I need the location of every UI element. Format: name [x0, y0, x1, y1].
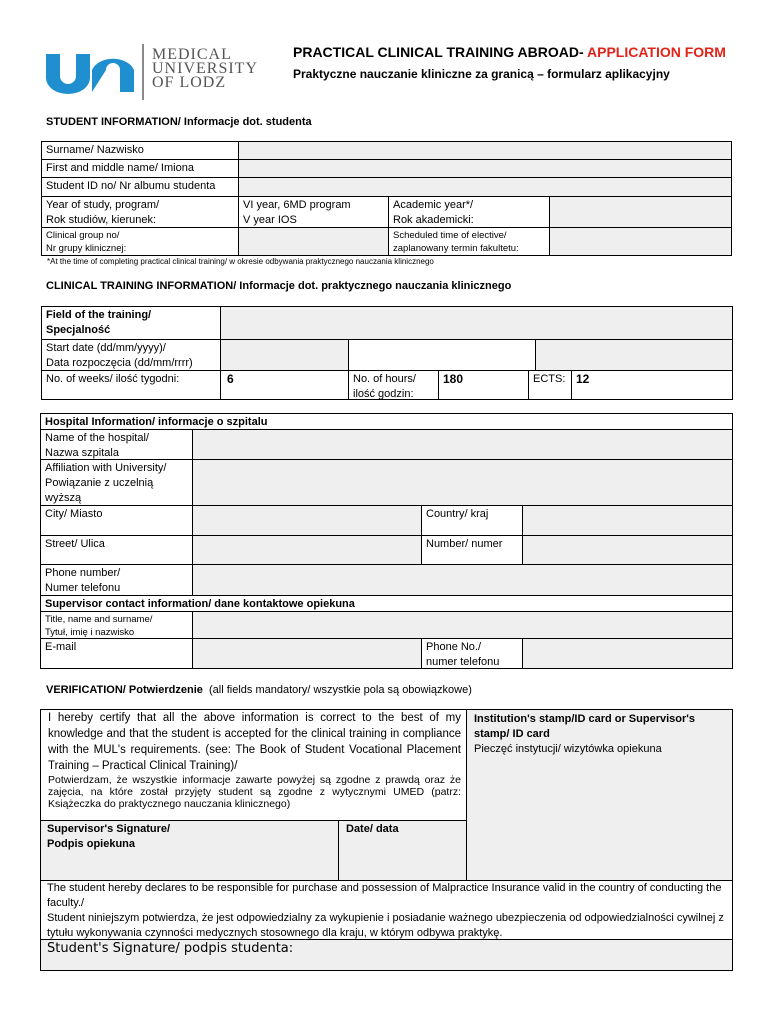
student-signature-field[interactable]: Student's Signature/ podpis studenta:	[40, 939, 733, 971]
insurance-declaration: The student hereby declares to be responsible for purchase and possession of Malpractice Insurance valid in the country of conducting the faculty./ Student niniejszym potwierdza, że jest odpowiedzialny za wykupienie i posiadanie ważnego ubezpieczenia od odpowiedzialności cywilnej z tytułu wykonywania czynności medycznych stosownego dla kraju, w którym odbywa praktykę.	[40, 880, 733, 940]
supervisor-name-field[interactable]	[192, 611, 733, 639]
supervisor-phone-field[interactable]	[522, 638, 733, 669]
footnote: *At the time of completing practical clinical training/ w okresie odbywania praktycznego nauczania klinicznego	[47, 257, 434, 266]
supervisor-name-label: Title, name and surname/ Tytuł, imię i nazwisko	[40, 611, 193, 639]
hours-value[interactable]: 180	[438, 370, 529, 400]
surname-field[interactable]	[238, 141, 732, 160]
start-date-label: Start date (dd/mm/yyyy)/ Data rozpoczęcia (dd/mm/rrrr)	[41, 339, 221, 371]
email-label: E-mail	[40, 638, 193, 669]
form-title: PRACTICAL CLINICAL TRAINING ABROAD- APPLICATION FORM	[293, 44, 726, 60]
number-field[interactable]	[522, 535, 733, 565]
field-of-training-label: Field of the training/ Specjalność	[41, 306, 221, 340]
hospital-phone-label: Phone number/ Numer telefonu	[40, 564, 193, 596]
city-label: City/ Miasto	[40, 505, 193, 536]
stamp-area[interactable]: Institution's stamp/ID card or Supervisor's stamp/ ID card Pieczęć instytucji/ wizytówka opiekuna	[466, 709, 733, 881]
training-section-heading: CLINICAL TRAINING INFORMATION/ Informacje dot. praktycznego nauczania klinicznego	[46, 280, 512, 292]
affiliation-label: Affiliation with University/ Powiązanie z uczelnią wyższą	[40, 459, 193, 506]
start-date-field[interactable]	[220, 339, 349, 371]
hospital-name-label: Name of the hospital/ Nazwa szpitala	[40, 429, 193, 460]
certification-text: I hereby certify that all the above information is correct to the best of my knowledge and that the student is accepted for the clinical training in compliance with the MUL's requirements. (see: The Book of Student Vocational Placement Training – Practical Clinical Training)/ Potwierdzam, że wszystkie informacje zawarte powyżej są zgodne z prawdą oraz że zajęcia, na które został przyjęty student są zgodne z wytycznymi UMED (patrz: Książeczka do praktycznego nauczania klinicznego)	[40, 709, 467, 821]
country-field[interactable]	[522, 505, 733, 536]
weeks-value[interactable]: 6	[220, 370, 349, 400]
hours-label: No. of hours/ ilość godzin:	[348, 370, 439, 400]
student-section-heading: STUDENT INFORMATION/ Informacje dot. studenta	[46, 116, 312, 128]
student-id-field[interactable]	[238, 177, 732, 197]
supervisor-phone-label: Phone No./ numer telefonu	[421, 638, 523, 669]
form-subtitle: Praktyczne nauczanie kliniczne za granicą – formularz aplikacyjny	[293, 67, 670, 81]
year-of-study-label: Year of study, program/ Rok studiów, kierunek:	[41, 196, 239, 228]
university-logo-icon	[44, 50, 136, 94]
academic-year-field[interactable]	[549, 196, 732, 228]
number-label: Number/ numer	[421, 535, 523, 565]
field-of-training-field[interactable]	[220, 306, 733, 340]
city-field[interactable]	[192, 505, 422, 536]
university-name: MEDICAL UNIVERSITY OF LODZ	[152, 46, 258, 91]
hospital-name-field[interactable]	[192, 429, 733, 460]
surname-label: Surname/ Nazwisko	[41, 141, 239, 160]
year-of-study-value: VI year, 6MD program V year IOS	[238, 196, 389, 228]
end-date-label	[348, 339, 536, 371]
ects-value[interactable]: 12	[571, 370, 733, 400]
country-label: Country/ kraj	[421, 505, 523, 536]
hospital-phone-field[interactable]	[192, 564, 733, 596]
first-name-field[interactable]	[238, 159, 732, 178]
supervisor-signature-field[interactable]: Supervisor's Signature/ Podpis opiekuna	[40, 820, 339, 881]
date-field[interactable]: Date/ data	[338, 820, 467, 881]
email-field[interactable]	[192, 638, 422, 669]
clinical-group-label: Clinical group no/ Nr grupy klinicznej:	[41, 227, 239, 256]
street-label: Street/ Ulica	[40, 535, 193, 565]
ects-label: ECTS:	[528, 370, 572, 400]
first-name-label: First and middle name/ Imiona	[41, 159, 239, 178]
weeks-label: No. of weeks/ ilość tygodni:	[41, 370, 221, 400]
elective-time-field[interactable]	[549, 227, 732, 256]
elective-time-label: Scheduled time of elective/ zaplanowany termin fakultetu:	[388, 227, 550, 256]
clinical-group-field[interactable]	[238, 227, 389, 256]
affiliation-field[interactable]	[192, 459, 733, 506]
supervisor-section-heading: Supervisor contact information/ dane kontaktowe opiekuna	[40, 595, 733, 612]
hospital-section-heading: Hospital Information/ informacje o szpitalu	[40, 413, 733, 430]
student-id-label: Student ID no/ Nr albumu studenta	[41, 177, 239, 197]
street-field[interactable]	[192, 535, 422, 565]
verification-heading: VERIFICATION/ Potwierdzenie (all fields mandatory/ wszystkie pola są obowiązkowe)	[46, 684, 472, 696]
logo-separator	[142, 44, 144, 100]
end-date-field[interactable]	[535, 339, 733, 371]
academic-year-label: Academic year*/ Rok akademicki:	[388, 196, 550, 228]
